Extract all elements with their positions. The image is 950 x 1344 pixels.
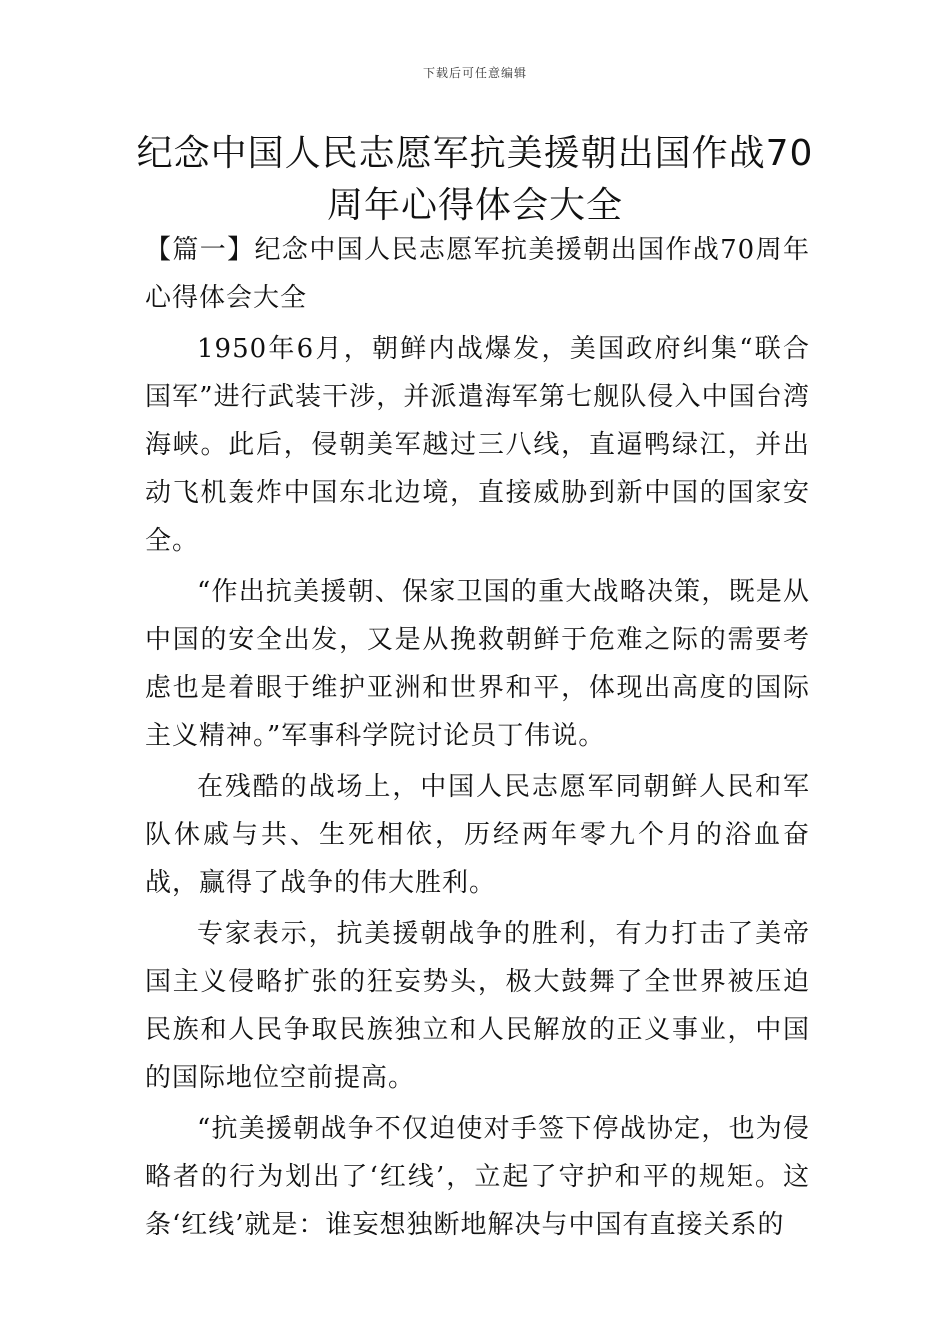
document-body: [145, 226, 810, 1252]
paragraph: 专家表示，抗美援朝战争的胜利，有力打击了美帝国主义侵略扩张的狂妄势头，极大鼓舞了全世界被压迫民族和人民争取民族独立和人民解放的正义事业，中国的国际地位空前提高。: [145, 919, 810, 1093]
paragraph: 在残酷的战场上，中国人民志愿军同朝鲜人民和军队休戚与共、生死相依，历经两年零九个月的浴血奋战，赢得了战争的伟大胜利。: [145, 772, 810, 898]
paragraph: “作出抗美援朝、保家卫国的重大战略决策，既是从中国的安全出发，又是从挽救朝鲜于危难之际的需要考虑也是着眼于维护亚洲和世界和平，体现出高度的国际主义精神。”军事科学院讨论员丁伟说。: [145, 577, 810, 751]
section-heading: 【篇一】纪念中国人民志愿军抗美援朝出国作战70周年心得体会大全: [145, 235, 810, 313]
paragraph: “抗美援朝战争不仅迫使对手签下停战协定，也为侵略者的行为划出了‘红线’，立起了守护和平的规矩。这条‘红线’就是：谁妄想独断地解决与中国有直接关系的: [145, 1114, 810, 1240]
header-note: 下载后可任意编辑: [422, 66, 527, 80]
paragraph: 1950年6月，朝鲜内战爆发，美国政府纠集“联合国军”进行武装干涉，并派遣海军第七舰队侵入中国台湾海峡。此后，侵朝美军越过三八线，直逼鸭绿江，并出动飞机轰炸中国东北边境，直接威胁到新中国的国家安全。: [145, 334, 810, 556]
document-title: 纪念中国人民志愿军抗美援朝出国作战70周年心得体会大全: [136, 133, 814, 226]
